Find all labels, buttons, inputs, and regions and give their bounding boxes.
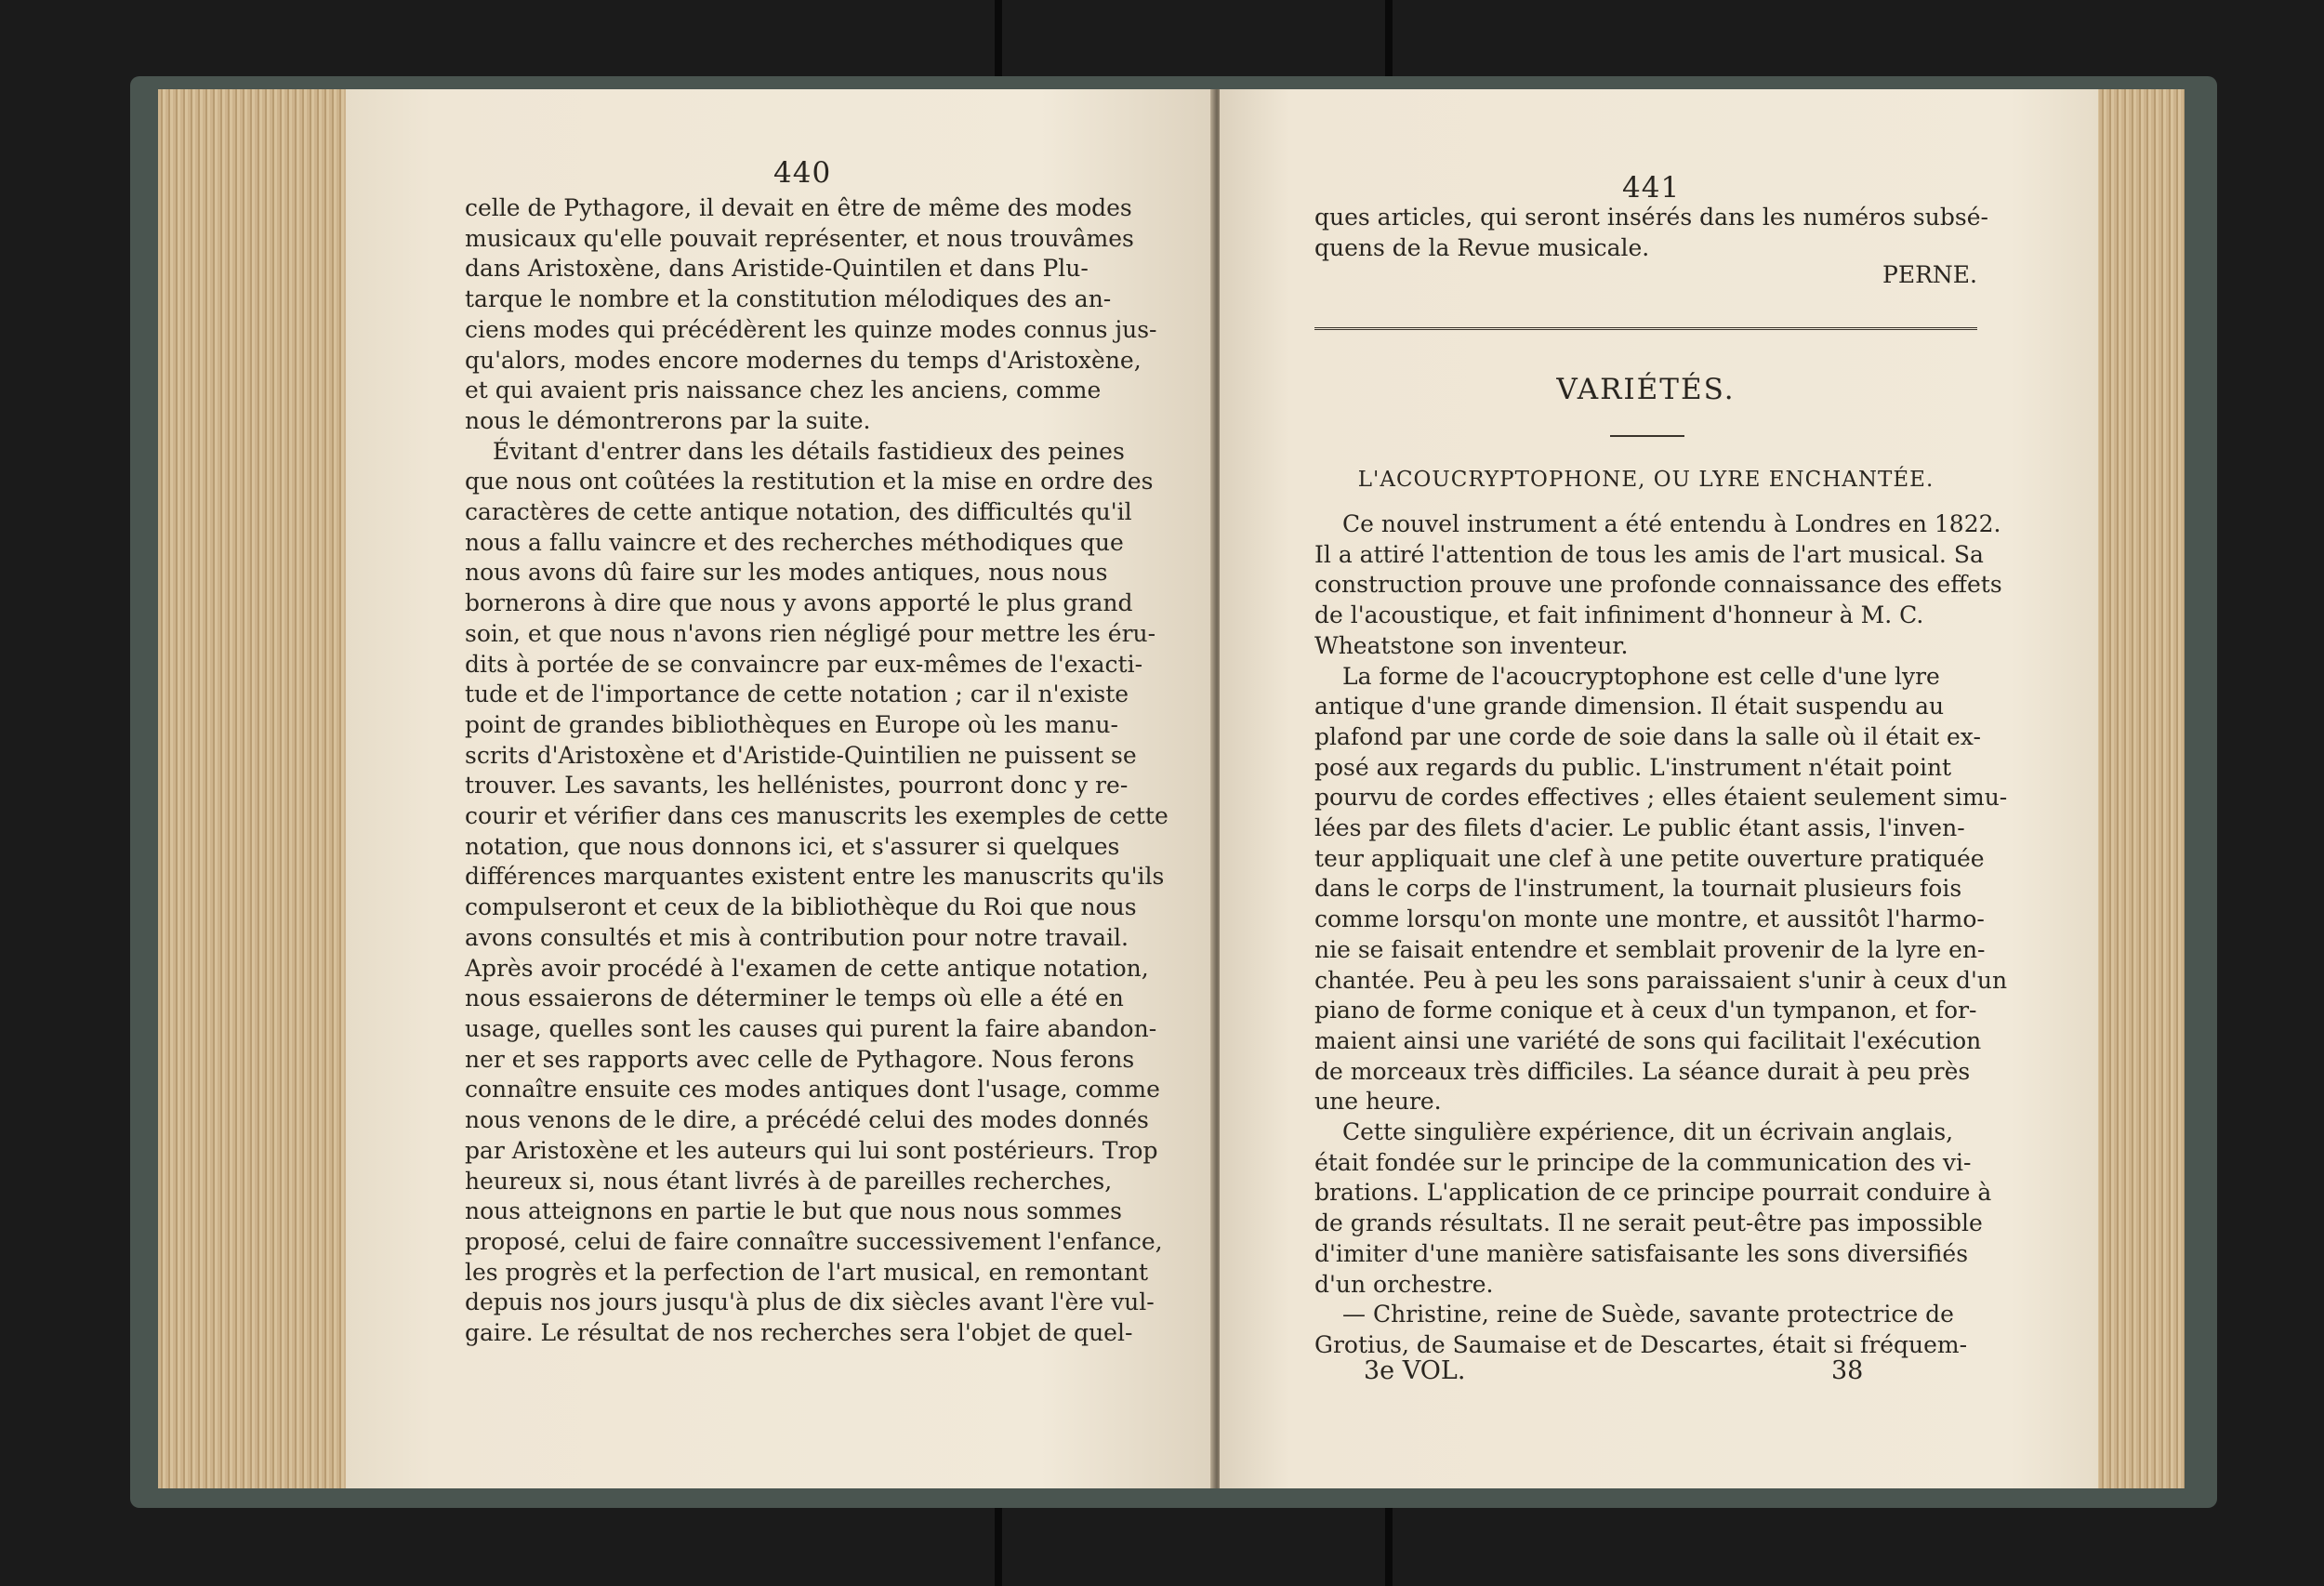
text-line: brations. L'application de ce principe pourrait conduire à: [1314, 1179, 1992, 1207]
page-number: 440: [773, 156, 832, 190]
text-line: nous atteignons en partie le but que nous nous sommes: [465, 1197, 1122, 1225]
text-line: celle de Pythagore, il devait en être de même des modes: [465, 194, 1132, 221]
text-line: Grotius, de Saumaise et de Descartes, était si fréquem-: [1314, 1330, 1968, 1358]
text-line: dans Aristoxène, dans Aristide-Quintilen et dans Plu-: [465, 255, 1089, 283]
text-line: qu'alors, modes encore modernes du temps d'Aristoxène,: [465, 346, 1142, 374]
text-line: nie se faisait entendre et semblait provenir de la lyre en-: [1314, 935, 1986, 963]
text-line: compulseront et ceux de la bibliothèque du Roi que nous: [465, 893, 1137, 921]
text-line: pourvu de cordes effectives ; elles étaient seulement simu-: [1314, 784, 2008, 812]
text-line: soin, et que nous n'avons rien négligé pour mettre les éru-: [465, 619, 1156, 647]
text-line: teur appliquait une clef à une petite ouverture pratiquée: [1314, 844, 1985, 872]
right-page-opening: [1314, 203, 1988, 263]
text-line: lées par des filets d'acier. Le public étant assis, l'inven-: [1314, 814, 1965, 842]
text-line: nous essaierons de déterminer le temps où elle a été en: [465, 985, 1124, 1012]
text-line: plafond par une corde de soie dans la salle où il était ex-: [1314, 722, 1981, 750]
text-line: point de grandes bibliothèques en Europe où les manu-: [465, 710, 1118, 738]
text-line: ciens modes qui précédèrent les quinze modes connus jus-: [465, 315, 1157, 343]
text-line: dits à portée de se convaincre par eux-mêmes de l'exacti-: [465, 650, 1143, 678]
right-page-text: [1314, 509, 2008, 1361]
text-line: Après avoir procédé à l'examen de cette antique notation,: [465, 954, 1149, 982]
right-page: [1220, 89, 2098, 1488]
article-title: L'ACOUCRYPTOPHONE, OU LYRE ENCHANTÉE.: [1357, 468, 1934, 492]
text-line: bornerons à dire que nous y avons apporté le plus grand: [465, 589, 1133, 617]
text-line: de l'acoustique, et fait infiniment d'honneur à M. C.: [1314, 601, 1924, 629]
right-page-edges: [2092, 89, 2185, 1488]
text-line: courir et vérifier dans ces manuscrits les exemples de cette: [465, 802, 1169, 830]
left-page-text: [465, 193, 1169, 1349]
text-line: Il a attiré l'attention de tous les amis de l'art musical. Sa: [1314, 540, 1984, 568]
text-line: gaire. Le résultat de nos recherches sera l'objet de quel-: [465, 1319, 1133, 1347]
section-heading: VARIÉTÉS.: [1556, 373, 1736, 406]
text-line: — Christine, reine de Suède, savante protectrice de: [1342, 1301, 1954, 1328]
signature: PERNE.: [1882, 261, 1977, 288]
text-line: piano de forme conique et à ceux d'un tympanon, et for-: [1314, 997, 1977, 1024]
text-line: notation, que nous donnons ici, et s'assurer si quelques: [465, 832, 1120, 860]
text-line: Wheatstone son inventeur.: [1314, 631, 1629, 659]
text-line: Évitant d'entrer dans les détails fastidieux des peines: [493, 437, 1125, 465]
text-line: depuis nos jours jusqu'à plus de dix siècles avant l'ère vul-: [465, 1289, 1155, 1316]
text-line: d'un orchestre.: [1314, 1270, 1494, 1298]
text-line: maient ainsi une variété de sons qui facilitait l'exécution: [1314, 1026, 1982, 1054]
text-line: ner et ses rapports avec celle de Pythagore. Nous ferons: [465, 1045, 1135, 1073]
text-line: les progrès et la perfection de l'art musical, en remontant: [465, 1258, 1149, 1286]
text-line: nous le démontrerons par la suite.: [465, 406, 871, 434]
text-line: posé aux regards du public. L'instrument n'était point: [1314, 753, 1952, 781]
text-line: dans le corps de l'instrument, la tournait plusieurs fois: [1314, 875, 1962, 903]
text-line: scrits d'Aristoxène et d'Aristide-Quintilien ne puissent se: [465, 741, 1137, 769]
text-line: ques articles, qui seront insérés dans les numéros subsé-: [1314, 204, 1988, 231]
text-line: antique d'une grande dimension. Il était suspendu au: [1314, 693, 1945, 720]
text-line: musicaux qu'elle pouvait représenter, et nous trouvâmes: [465, 224, 1134, 252]
text-line: proposé, celui de faire connaître successivement l'enfance,: [465, 1227, 1163, 1255]
text-line: nous avons dû faire sur les modes antiques, nous nous: [465, 559, 1108, 587]
signature-mark: 3e VOL.: [1364, 1356, 1466, 1385]
text-line: par Aristoxène et les auteurs qui lui sont postérieurs. Trop: [465, 1136, 1158, 1164]
text-line: connaître ensuite ces modes antiques dont l'usage, comme: [465, 1076, 1160, 1104]
text-line: nous a fallu vaincre et des recherches méthodiques que: [465, 528, 1124, 556]
text-line: était fondée sur le principe de la communication des vi-: [1314, 1148, 1972, 1176]
text-line: avons consultés et mis à contribution pour notre travail.: [465, 923, 1129, 951]
text-line: usage, quelles sont les causes qui purent la faire abandon-: [465, 1014, 1157, 1042]
text-line: d'imiter d'une manière satisfaisante les sons diversifiés: [1314, 1239, 1969, 1267]
sheet-number: 38: [1831, 1356, 1864, 1385]
text-line: que nous ont coûtées la restitution et la mise en ordre des: [465, 468, 1154, 496]
text-line: et qui avaient pris naissance chez les anciens, comme: [465, 377, 1102, 404]
text-line: tude et de l'importance de cette notation ; car il n'existe: [465, 681, 1129, 708]
text-line: tarque le nombre et la constitution mélodiques des an-: [465, 285, 1112, 313]
heading-rule: [1610, 435, 1684, 437]
text-line: une heure.: [1314, 1088, 1442, 1116]
text-line: La forme de l'acoucryptophone est celle d'une lyre: [1342, 662, 1940, 690]
text-line: Cette singulière expérience, dit un écrivain anglais,: [1342, 1118, 1954, 1146]
text-line: nous venons de le dire, a précédé celui des modes donnés: [465, 1106, 1149, 1134]
text-line: trouver. Les savants, les hellénistes, pourront donc y re-: [465, 772, 1129, 800]
text-line: chantée. Peu à peu les sons paraissaient s'unir à ceux d'un: [1314, 966, 2008, 994]
text-line: comme lorsqu'on monte une montre, et aussitôt l'harmo-: [1314, 905, 1985, 933]
left-page-edges: [158, 89, 349, 1488]
section-divider: [1314, 327, 1977, 330]
text-line: différences marquantes existent entre les manuscrits qu'ils: [465, 863, 1165, 891]
text-line: quens de la Revue musicale.: [1314, 233, 1650, 261]
page-number: 441: [1622, 171, 1681, 205]
text-line: Ce nouvel instrument a été entendu à Londres en 1822.: [1342, 510, 2001, 537]
left-page: [346, 89, 1215, 1488]
text-line: caractères de cette antique notation, des difficultés qu'il: [465, 498, 1132, 526]
text-line: de grands résultats. Il ne serait peut-être pas impossible: [1314, 1209, 1983, 1237]
text-line: construction prouve une profonde connaissance des effets: [1314, 571, 2002, 599]
text-line: de morceaux très difficiles. La séance durait à peu près: [1314, 1057, 1971, 1085]
text-line: heureux si, nous étant livrés à de pareilles recherches,: [465, 1167, 1113, 1195]
